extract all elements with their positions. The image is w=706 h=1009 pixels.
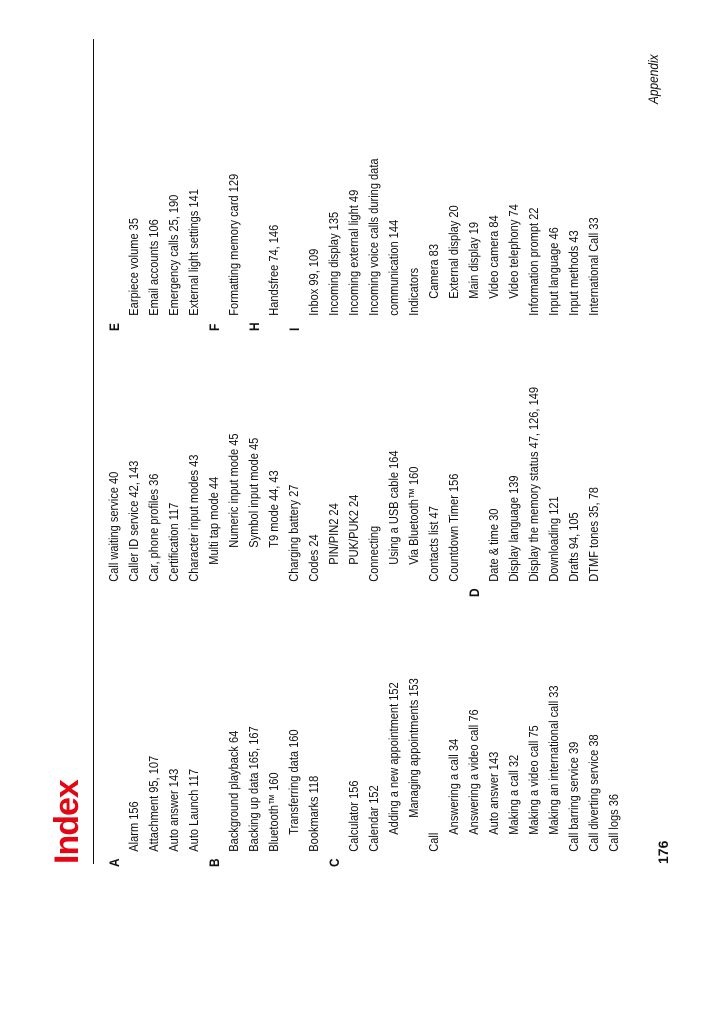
- index-column-3: [104, 158, 604, 331]
- index-letter-heading: B: [206, 858, 222, 867]
- index-entry: T9 mode 44, 43: [266, 470, 281, 548]
- index-entry: Backing up data 165, 167: [246, 726, 261, 852]
- index-letter-heading: D: [466, 588, 482, 597]
- section-label: Appendix: [645, 54, 661, 104]
- index-letter-heading: A: [106, 858, 122, 867]
- index-entry: Attachment 95, 107: [146, 755, 161, 852]
- index-entry: Main display 19: [466, 221, 481, 299]
- index-entry: Auto answer 143: [486, 751, 501, 835]
- index-entry: Transferring data 160: [286, 729, 301, 835]
- index-column-1: [104, 678, 624, 867]
- index-entry: Connecting: [366, 525, 381, 582]
- index-entry: Contacts list 47: [426, 506, 441, 582]
- index-letter-heading: I: [286, 327, 302, 331]
- index-entry: Email accounts 106: [146, 219, 161, 316]
- index-entry: Symbol input mode 45: [246, 437, 261, 548]
- page-title: Index: [48, 780, 86, 864]
- index-entry: Answering a video call 76: [466, 709, 481, 835]
- index-entry: Video camera 84: [486, 215, 501, 299]
- index-letter-heading: H: [246, 322, 262, 331]
- index-entry: Certification 117: [166, 502, 181, 582]
- index-entry: Making a video call 75: [526, 725, 541, 835]
- index-entry: PIN/PIN2 24: [326, 503, 341, 565]
- index-entry: Call diverting service 38: [586, 734, 601, 852]
- index-entry: Using a USB cable 164: [386, 450, 401, 565]
- index-entry: Date & time 30: [486, 508, 501, 582]
- index-entry: Formatting memory card 129: [226, 173, 241, 316]
- index-entry: Incoming external light 49: [346, 189, 361, 316]
- index-entry: Earpiece volume 35: [126, 218, 141, 316]
- index-entry: Caller ID service 42, 143: [126, 460, 141, 582]
- index-entry: Charging battery 27: [286, 484, 301, 582]
- index-entry: Bookmarks 118: [306, 775, 321, 852]
- index-entry: Camera 83: [426, 244, 441, 299]
- page-number: 176: [655, 840, 671, 864]
- index-entry: Information prompt 22: [526, 207, 541, 316]
- index-entry: Multi tap mode 44: [206, 476, 221, 565]
- title-rule: [93, 39, 94, 864]
- index-entry: Emergency calls 25, 190: [166, 194, 181, 316]
- index-entry: External display 20: [446, 205, 461, 299]
- index-entry: Character input modes 43: [186, 454, 201, 582]
- index-entry: Incoming voice calls during data: [366, 158, 381, 316]
- index-column-2: [104, 387, 604, 597]
- index-entry: Inbox 99, 109: [306, 248, 321, 316]
- index-entry: Indicators: [406, 267, 421, 316]
- index-entry: Incoming display 135: [326, 211, 341, 316]
- index-entry: PUK/PUK2 24: [346, 494, 361, 565]
- index-entry: External light settings 141: [186, 189, 201, 316]
- index-entry: International Call 33: [586, 217, 601, 316]
- index-entry: Adding a new appointment 152: [386, 682, 401, 835]
- index-letter-heading: F: [206, 323, 222, 331]
- index-entry: Display language 139: [506, 475, 521, 582]
- index-entry: Drafts 94, 105: [566, 512, 581, 582]
- index-entry: Car, phone profiles 36: [146, 473, 161, 582]
- index-entry: Call: [426, 832, 441, 852]
- index-entry: Display the memory status 47, 126, 149: [526, 386, 541, 582]
- index-entry: Input language 46: [546, 227, 561, 316]
- index-entry: Managing appointments 153: [406, 678, 421, 818]
- index-entry: DTMF tones 35, 78: [586, 487, 601, 582]
- index-entry: Call waiting service 40: [106, 471, 121, 582]
- index-entry: Alarm 156: [126, 801, 141, 852]
- index-entry: Bluetooth™ 160: [266, 772, 281, 852]
- index-entry: communication 144: [386, 219, 401, 316]
- index-letter-heading: C: [326, 858, 342, 867]
- index-entry: Making a call 32: [506, 754, 521, 835]
- index-letter-heading: E: [106, 323, 122, 331]
- index-entry: Call barring service 39: [566, 741, 581, 852]
- index-entry: Auto Launch 117: [186, 768, 201, 852]
- index-entry: Handsfree 74, 146: [266, 224, 281, 316]
- index-entry: Via Bluetooth™ 160: [406, 466, 421, 565]
- index-entry: Input methods 43: [566, 230, 581, 316]
- index-entry: Making an international call 33: [546, 685, 561, 835]
- index-entry: Calculator 156: [346, 780, 361, 852]
- index-entry: Calendar 152: [366, 785, 381, 852]
- index-entry: Video telephony 74: [506, 204, 521, 299]
- index-entry: Numeric input mode 45: [226, 433, 241, 548]
- index-entry: Countdown Timer 156: [446, 473, 461, 582]
- index-entry: Downloading 121: [546, 496, 561, 582]
- index-entry: Answering a call 34: [446, 738, 461, 835]
- index-entry: Codes 24: [306, 534, 321, 582]
- index-entry: Call logs 36: [606, 793, 621, 852]
- index-entry: Auto answer 143: [166, 768, 181, 852]
- index-entry: Background playback 64: [226, 730, 241, 852]
